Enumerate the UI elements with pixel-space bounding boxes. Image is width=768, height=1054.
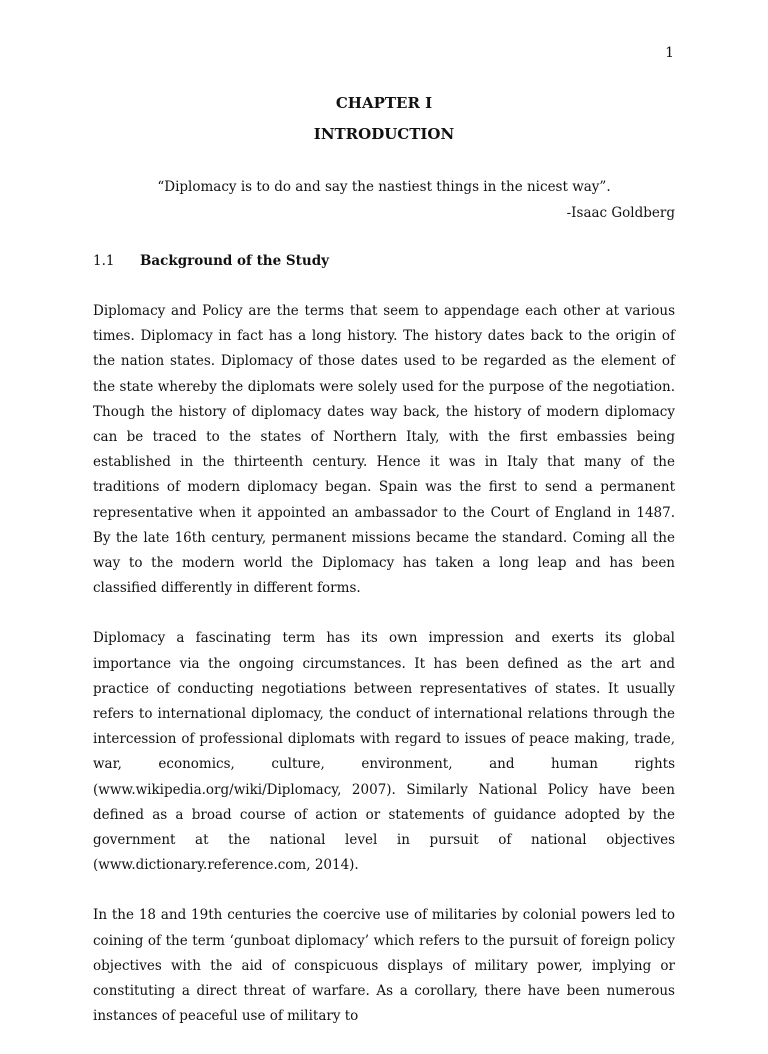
epigraph-quote: “Diplomacy is to do and say the nastiest things in the nicest way”. xyxy=(157,179,611,195)
chapter-label: CHAPTER I xyxy=(335,94,433,112)
section-number: 1.1 xyxy=(93,253,115,269)
paragraph: In the 18 and 19th centuries the coercive use of militaries by colonial powers led to coining of the term ‘gunboat diplomacy’ which refers to the pursuit of foreign policy objectives with the aid of conspicuous displays of military power, implying or constituting a direct threat of warfare. As a corollary, there have been numerous instances of peaceful use of military to xyxy=(93,907,675,1025)
section-title: Background of the Study xyxy=(140,253,329,269)
body-text xyxy=(93,299,675,1054)
epigraph xyxy=(93,174,675,226)
section-heading xyxy=(93,251,675,271)
page-number: 1 xyxy=(665,45,674,61)
epigraph-author: -Isaac Goldberg xyxy=(566,205,675,221)
chapter-title: INTRODUCTION xyxy=(313,125,455,143)
paragraph: Diplomacy a fascinating term has its own impression and exerts its global importance via the ongoing circumstances. It has been defined as the art and practice of conducting negotiations between representatives of states. It usually refers to international diplomacy, the conduct of international relations through the intercession of professional diplomats with regard to issues of peace making, trade, war, economics, culture, environment, and human rights (www.wikipedia.org/wiki/Diplomacy, 2007). Similarly National Policy have been defined as a broad course of action or statements of guidance adopted by the government at the national level in pursuit of national objectives (www.dictionary.reference.com, 2014). xyxy=(93,630,675,874)
paragraph: Diplomacy and Policy are the terms that seem to appendage each other at various times. Diplomacy in fact has a long history. The history dates back to the origin of the nation states. Diplomacy of those dates used to be regarded as the element of the state whereby the diplomats were solely used for the purpose of the negotiation. Though the history of diplomacy dates way back, the history of modern diplomacy can be traced to the states of Northern Italy, with the first embassies being established in the thirteenth century. Hence it was in Italy that many of the traditions of modern diplomacy began. Spain was the first to send a permanent representative when it appointed an ambassador to the Court of England in 1487. By the late 16th century, permanent missions became the standard. Coming all the way to the modern world the Diplomacy has taken a long leap and has been classified differently in different forms. xyxy=(93,303,675,597)
chapter-heading xyxy=(0,88,768,150)
